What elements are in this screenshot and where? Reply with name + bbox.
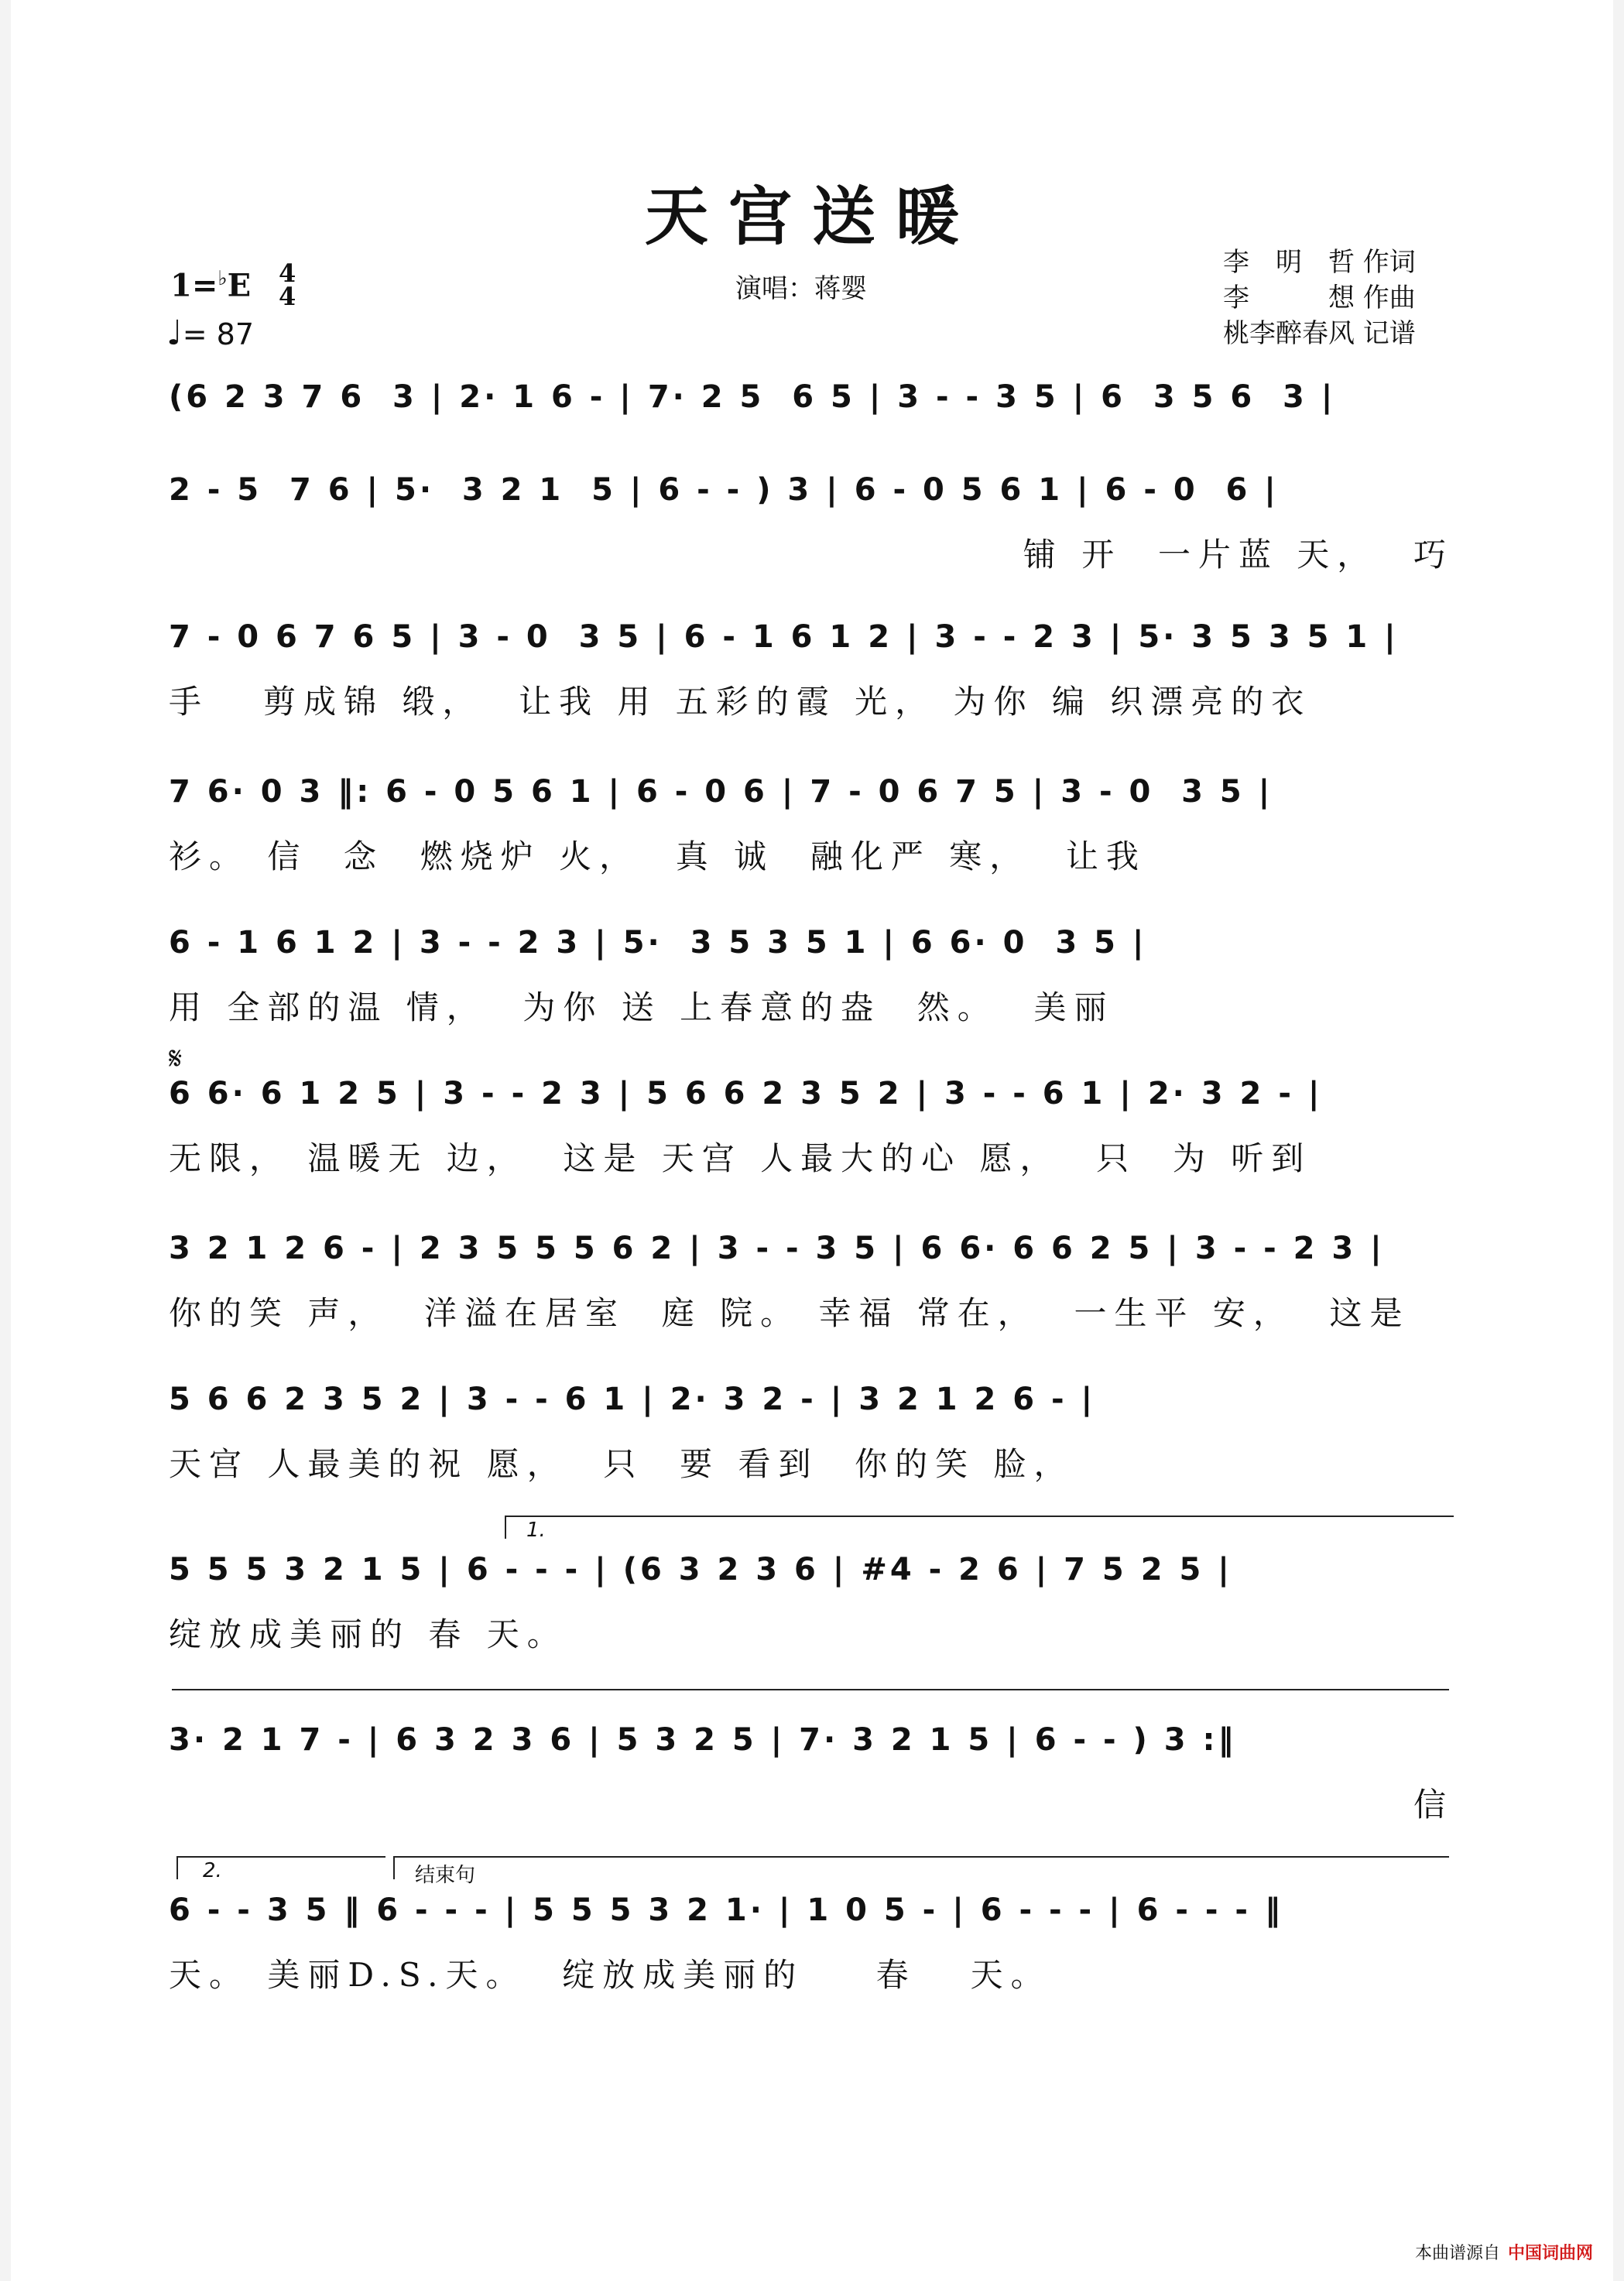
- score-line-9: [169, 1552, 1454, 1656]
- volta-2-label: 2.: [203, 1859, 222, 1882]
- notes-line-10: 3· 2 1 7 - | 6 3 2 3 6 | 5 3 2 5 | 7· 3 2 1 5 | 6 - - ) 3 :‖: [169, 1722, 1237, 1758]
- score-line-5: [169, 925, 1454, 1029]
- coda-bracket: [393, 1856, 1449, 1858]
- composer: 李 想 作曲: [1223, 283, 1416, 313]
- volta-2-bracket: [176, 1856, 385, 1858]
- notes-line-3: 7 - 0 6 7 6 5 | 3 - 0 3 5 | 6 - 1 6 1 2 | 3 - - 2 3 | 5· 3 5 3 5 1 |: [169, 619, 1399, 655]
- notes-line-9: 5 5 5 3 2 1 5 | 6 - - - | (6 3 2 3 6 | #4 - 2 6 | 7 5 2 5 |: [169, 1552, 1232, 1587]
- volta-2-tick: [176, 1856, 178, 1879]
- lyrics-line-7: 你的笑 声， 洋溢在居室 庭 院。 幸福 常在， 一生平 安， 这是: [169, 1294, 1410, 1332]
- notes-line-7: 3 2 1 2 6 - | 2 3 5 5 5 6 2 | 3 - - 3 5 | 6 6· 6 6 2 5 | 3 - - 2 3 |: [169, 1231, 1385, 1266]
- notes-line-2: 2 - 5 7 6 | 5· 3 2 1 5 | 6 - - ) 3 | 6 - 0 5 6 1 | 6 - 0 6 |: [169, 472, 1279, 508]
- notes-line-11: 6 - - 3 5 ‖ 6 - - - | 5 5 5 3 2 1· | 1 0 5 - | 6 - - - | 6 - - - ‖: [169, 1892, 1283, 1928]
- lyrics-line-8: 天宫 人最美的祝 愿， 只 要 看到 你的笑 脸，: [169, 1445, 1074, 1483]
- transcriber: 桃李醉春风 记谱: [1223, 318, 1416, 349]
- score-line-1: [169, 379, 1454, 415]
- score-line-3: [169, 619, 1454, 723]
- footer-text: 本曲谱源自: [1414, 2244, 1500, 2263]
- flat-symbol: ♭: [218, 267, 228, 290]
- time-bottom: 4: [279, 282, 296, 311]
- score-line-2: [169, 472, 1454, 576]
- score-line-6: [169, 1076, 1454, 1180]
- lyrics-line-10: 信: [1413, 1786, 1454, 1824]
- repeat-bracket: [172, 1689, 1449, 1690]
- lyrics-line-5: 用 全部的温 情， 为你 送 上春意的盎 然。 美丽: [169, 988, 1115, 1026]
- key-prefix: 1=: [170, 267, 218, 304]
- source-footer: [1415, 2240, 1593, 2264]
- volta-1-label: 1.: [526, 1519, 546, 1542]
- song-title: 天宫送暖: [644, 180, 979, 254]
- notes-line-8: 5 6 6 2 3 5 2 | 3 - - 6 1 | 2· 3 2 - | 3 2 1 2 6 - |: [169, 1382, 1096, 1417]
- lyrics-line-2: 铺 开 一片蓝 天， 巧: [1023, 536, 1454, 574]
- notes-line-6: 6 6· 6 1 2 5 | 3 - - 2 3 | 5 6 6 2 3 5 2 | 3 - - 6 1 | 2· 3 2 - |: [169, 1076, 1323, 1111]
- page-edge-right: [1613, 0, 1624, 2281]
- lyrics-line-4: 衫。 信 念 燃烧炉 火， 真 诚 融化严 寒， 让我: [169, 837, 1146, 875]
- time-signature: [279, 259, 296, 311]
- coda-label: 结束句: [415, 1864, 476, 1887]
- lyrics-line-9: 绽放成美丽的 春 天。: [169, 1615, 567, 1653]
- volta-1-tick: [505, 1516, 506, 1539]
- tempo-value: = 87: [182, 317, 255, 351]
- lyricist: 李 明 哲 作词: [1223, 247, 1416, 278]
- lyrics-line-6: 无限， 温暖无 边， 这是 天宫 人最大的心 愿， 只 为 听到: [169, 1139, 1312, 1177]
- volta-1-bracket: [505, 1516, 1454, 1517]
- score-line-10: [169, 1722, 1454, 1826]
- notes-line-4: 7 6· 0 3 ‖: 6 - 0 5 6 1 | 6 - 0 6 | 7 - 0 6 7 5 | 3 - 0 3 5 |: [169, 774, 1273, 810]
- lyrics-line-3: 手 剪成锦 缎， 让我 用 五彩的霞 光， 为你 编 织漂亮的衣: [169, 683, 1312, 721]
- coda-tick: [393, 1856, 395, 1879]
- page-edge-left: [0, 0, 11, 2281]
- tempo-marking: [166, 313, 254, 353]
- footer-brand[interactable]: 中国词曲网: [1507, 2244, 1593, 2263]
- quarter-note-icon: ♩: [166, 313, 183, 353]
- lyrics-line-11: 天。 美丽D.S.天。 绽放成美丽的 春 天。: [169, 1956, 1051, 1994]
- score-line-8: [169, 1382, 1454, 1485]
- score-line-11: [169, 1892, 1454, 1996]
- score-line-7: [169, 1231, 1454, 1334]
- segno-sign: 𝄋: [169, 1041, 183, 1077]
- key-signature: [170, 267, 251, 303]
- time-top: 4: [279, 259, 296, 288]
- score-line-4: [169, 774, 1454, 878]
- key-note: E: [227, 267, 252, 304]
- singer-credit: 演唱：蒋婴: [735, 273, 867, 304]
- notes-line-1: (6 2 3 7 6 3 | 2· 1 6 - | 7· 2 5 6 5 | 3 - - 3 5 | 6 3 5 6 3 |: [169, 379, 1336, 415]
- credits: [1223, 245, 1416, 351]
- notes-line-5: 6 - 1 6 1 2 | 3 - - 2 3 | 5· 3 5 3 5 1 | 6 6· 0 3 5 |: [169, 925, 1147, 961]
